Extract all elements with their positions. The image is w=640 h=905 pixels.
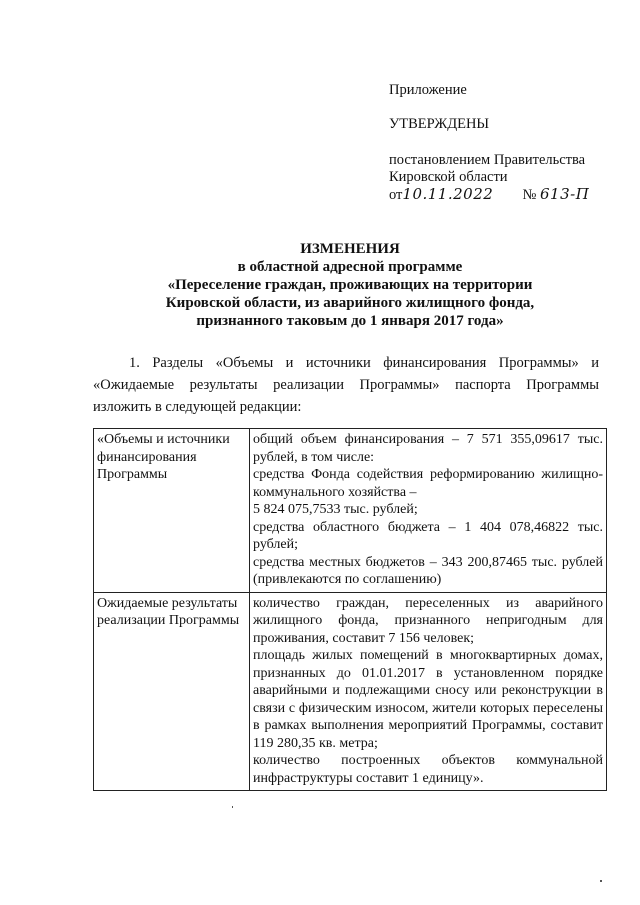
scan-speck — [600, 880, 602, 882]
table-row-results — [94, 592, 607, 791]
financing-total: общий объем финансирования – 7 571 355,09617 тыс. рублей, в том числе: — [253, 432, 603, 465]
title-heading: ИЗМЕНЕНИЯ — [300, 241, 400, 257]
program-table — [93, 428, 607, 791]
title-line-2: «Переселение граждан, проживающих на территории — [167, 277, 533, 293]
decree-date: 10.11.2022 — [402, 185, 494, 203]
appendix-label: Приложение — [389, 82, 467, 98]
scan-speck — [232, 806, 233, 808]
title-line-4: признанного таковым до 1 января 2017 года» — [196, 313, 504, 329]
paragraph-1-text: 1. Разделы «Объемы и источники финансирования Программы» и «Ожидаемые результаты реализации Программы» паспорта Программы изложить в следующей редакции: — [93, 355, 599, 415]
financing-content — [250, 429, 607, 593]
number-prefix: № — [522, 187, 537, 203]
decree-line-2: Кировской области — [389, 169, 508, 185]
approved-label: УТВЕРЖДЕНЫ — [389, 116, 490, 132]
financing-local: средства местных бюджетов – 343 200,87465 тыс. рублей (привлекаются по соглашению) — [253, 554, 603, 587]
results-infrastructure: количество построенных объектов коммунальной инфраструктуры составит 1 единицу». — [253, 753, 603, 786]
results-content — [250, 592, 607, 791]
document-title — [60, 240, 640, 330]
decree-date-line — [389, 186, 589, 204]
decree-number: 613-П — [540, 185, 590, 203]
financing-fund: средства Фонда содействия реформированию жилищно-коммунального хозяйства – — [253, 467, 603, 500]
results-citizens: количество граждан, переселенных из аварийного жилищного фонда, признанного непригодным для проживания, составит 7 156 человек; — [253, 595, 603, 646]
date-prefix: от — [389, 187, 403, 203]
financing-fund-amount: 5 824 075,7533 тыс. рублей; — [253, 502, 418, 517]
paragraph-1 — [93, 352, 599, 418]
financing-label: «Объемы и источники финансирования Программы — [94, 429, 250, 593]
table-row-financing — [94, 429, 607, 593]
title-line-3: Кировской области, из аварийного жилищного фонда, — [165, 295, 535, 311]
results-area: площадь жилых помещений в многоквартирных домах, признанных до 01.01.2017 в установленном порядке аварийными и подлежащими сносу или реконструкции в связи с физическим износом, жители которых переселены в рамках выполнения мероприятий Программы, составит 119 280,35 кв. метра; — [253, 648, 603, 751]
title-line-1: в областной адресной программе — [237, 259, 463, 275]
financing-regional: средства областного бюджета – 1 404 078,46822 тыс. рублей; — [253, 519, 603, 552]
results-label: Ожидаемые результаты реализации Программы — [94, 592, 250, 791]
decree-line-1: постановлением Правительства — [389, 152, 586, 168]
